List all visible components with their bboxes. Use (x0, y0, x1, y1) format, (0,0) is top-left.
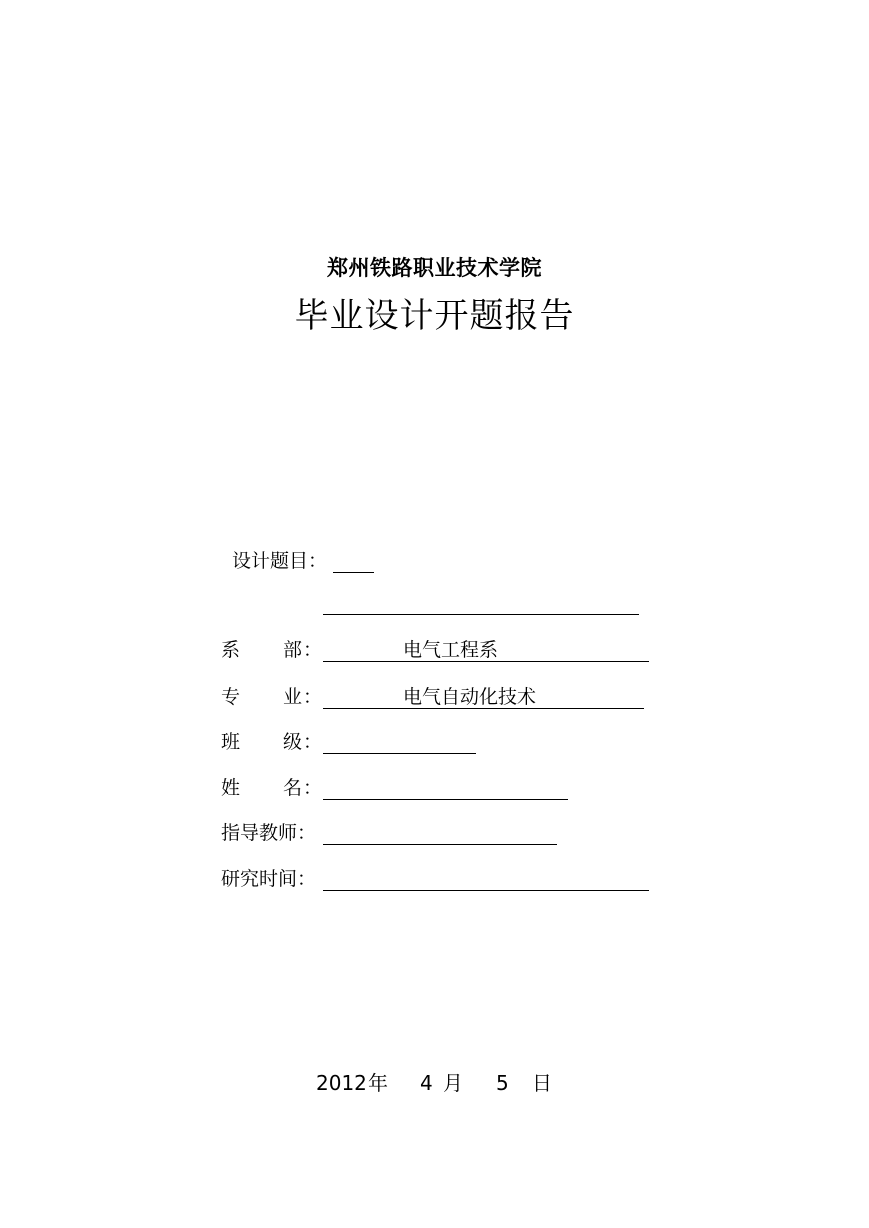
department-label-char1: 系 (221, 639, 241, 661)
class-input-line[interactable] (323, 730, 476, 754)
department-input-line[interactable] (323, 638, 649, 662)
major-input-line[interactable] (323, 685, 644, 709)
department-colon: ： (303, 639, 323, 661)
advisor-label: 指导教师： (221, 822, 317, 844)
topic-field (232, 549, 382, 573)
name-input-line[interactable] (323, 776, 568, 800)
class-label-char2: 级 (283, 731, 303, 753)
major-label-char1: 专 (221, 686, 241, 708)
report-date (0, 1071, 869, 1095)
major-colon: ： (303, 686, 323, 708)
name-field (221, 776, 651, 800)
class-field (221, 730, 651, 754)
report-title: 毕业设计开题报告 (294, 296, 575, 336)
topic-label: 设计题目： (232, 550, 328, 572)
advisor-field (221, 821, 651, 845)
period-label: 研究时间： (221, 868, 317, 890)
date-month: 4 (420, 1071, 433, 1095)
date-year-unit: 年 (368, 1071, 388, 1095)
major-label-char2: 业 (283, 686, 303, 708)
department-label-char2: 部 (283, 639, 303, 661)
date-day-unit: 日 (532, 1071, 552, 1095)
class-label-char1: 班 (221, 731, 241, 753)
period-input-line[interactable] (323, 867, 649, 891)
advisor-input-line[interactable] (323, 821, 557, 845)
topic-continuation-line[interactable] (323, 614, 639, 615)
department-value: 电气工程系 (403, 639, 499, 661)
date-day: 5 (496, 1071, 509, 1095)
period-field (221, 867, 651, 891)
date-month-unit: 月 (443, 1071, 463, 1095)
name-label-char2: 名 (283, 777, 303, 799)
college-name: 郑州铁路职业技术学院 (327, 256, 542, 280)
name-colon: ： (303, 777, 323, 799)
major-field (221, 685, 651, 709)
name-label-char1: 姓 (221, 777, 241, 799)
topic-input-line[interactable] (333, 549, 374, 573)
class-colon: ： (303, 731, 323, 753)
major-value: 电气自动化技术 (403, 686, 537, 708)
date-year: 2012 (316, 1071, 367, 1095)
department-field (221, 638, 651, 662)
